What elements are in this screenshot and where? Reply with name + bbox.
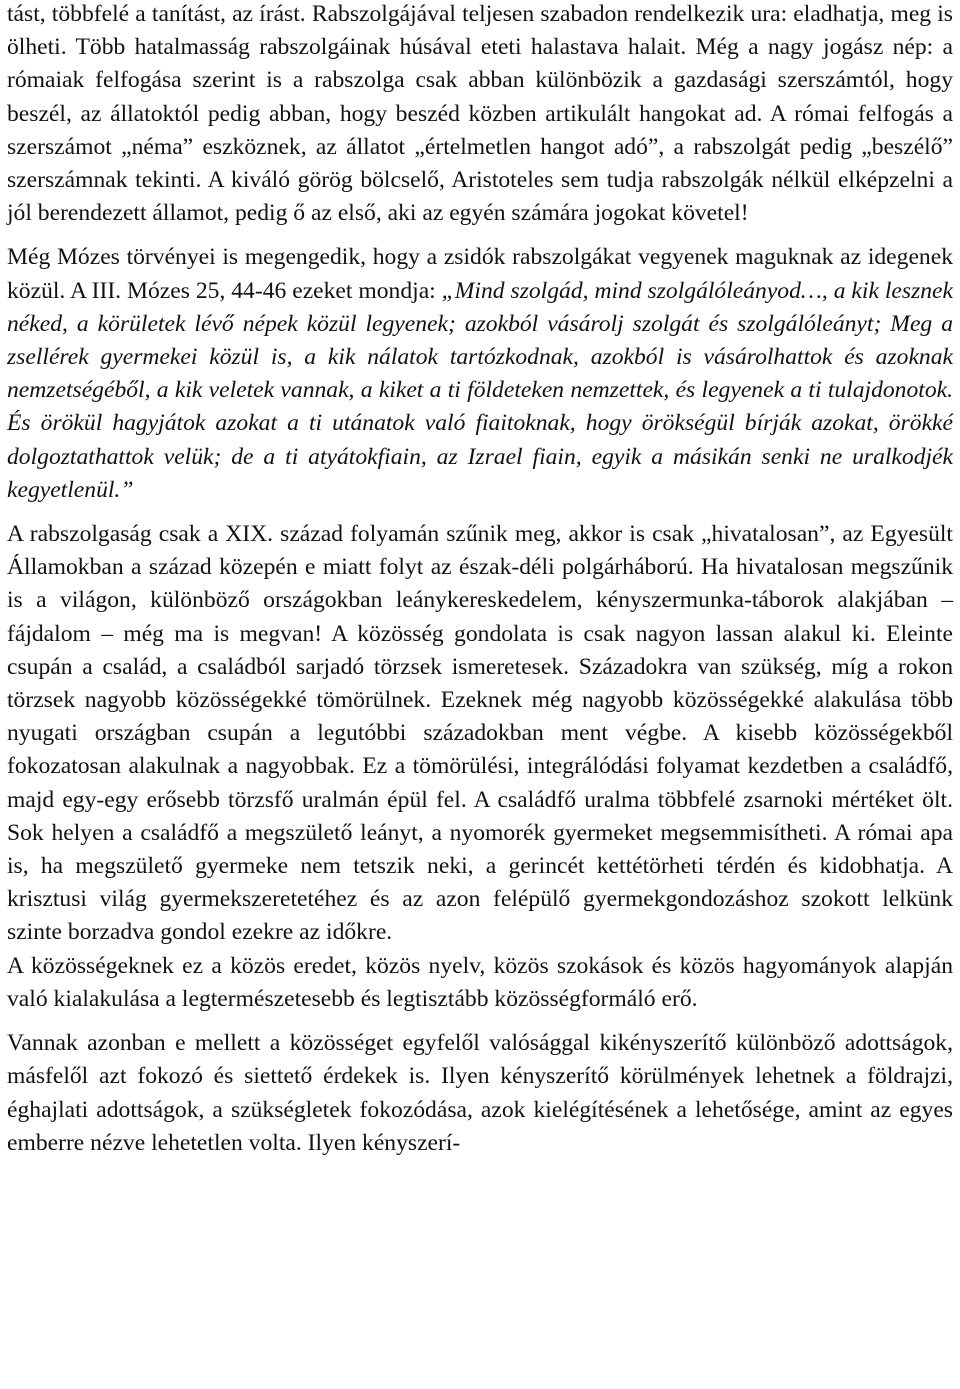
document-page: [7, 0, 953, 1160]
paragraph-moses-intro: Még Mózes törvényei is megengedik, hogy a zsidók rabszolgákat vegyenek maguknak az idegenek közül. A III. Mózes 25, 44-46 ezeket mondja:: [7, 244, 953, 304]
paragraph-abolition-community: A rabszolgaság csak a XIX. század folyamán szűnik meg, akkor is csak „hivatalosan”, az Egyesült Államokban a század közepén e miatt folyt az észak-déli polgárháború. Ha hivatalosan megszűnik is a világon, különböző országokban leánykereskedelem, kényszermunka-táborok alakjában – fájdalom – még ma is megvan! A közösség gondolata is csak nagyon lassan alakul ki. Eleinte csupán a család, a családból sarjadó törzsek ismeretesek. Századokra van szükség, míg a rokon törzsek nagyobb közösségekké tömörülnek. Ezeknek még nagyobb közösségekké alakulása több nyugati országban csupán a legutóbbi századokban ment végbe. A kisebb közösségekből fokozatosan alakulnak a nagyobbak. Ez a tömörülési, integrálódási folyamat kezdetben a családfő, majd egy-egy erősebb törzsfő uralmán épül fel. A családfő uralma többfelé zsarnoki mértéket ölt. Sok helyen a családfő a megszülető leányt, a nyomorék gyermeket megsemmisítheti. A római apa is, ha megszülető gyermeke nem tetszik neki, a gerincét kettétörheti térdén és kidobhatja. A krisztusi világ gyermekszeretetéhez és az azon felépülő gyermekgondozáshoz szokott lelkünk szinte borzadva gondol ezekre az időkre.: [7, 521, 953, 946]
paragraph-slavery-ancient: tást, többfelé a tanítást, az írást. Rabszolgájával teljesen szabadon rendelkezik ura: eladhatja, meg is ölheti. Több hatalmasság rabszolgáinak húsával eteti halastava halait. Még a nagy jogász nép: a rómaiak felfogása szerint is a rabszolga csak abban különbözik a gazdasági szerszámtól, hogy beszél, az állatoktól pedig abban, hogy beszéd közben artikulált hangokat ad. A római felfogás a szerszámot „néma” eszköznek, az állatot „értelmetlen hangot adó”, a rabszolgát pedig „beszélő” szerszámnak tekinti. A kiváló görög bölcselő, Aristoteles sem tudja rabszolgák nélkül elképzelni a jól berendezett államot, pedig ő az első, aki az egyén számára jogokat követel!: [7, 1, 953, 227]
paragraph-moses-laws: [7, 241, 953, 507]
bible-quote: „Mind szolgád, mind szolgálóleányod…, a kik lesznek néked, a körületek lévő népek közül legyenek; azokból vásárolj szolgát és szolgálóleányt; Meg a zsellérek gyermekei közül is, a kik nálatok tartózkodnak, azokból is vásárolhattok és azoknak nemzetségéből, a kik veletek vannak, a kiket a ti földeteken nemzettek, és legyenek a ti tulajdonotok. És örökül hagyjátok azokat a ti utánatok való fiaitoknak, hogy örökségül bírják azokat, örökké dolgoztathattok velük; de a ti atyátokfiain, az Izrael fiain, egyik a másikán senki ne uralkodjék kegyetlenül.”: [7, 277, 953, 503]
paragraph-forcing-factors: Vannak azonban e mellett a közösséget egyfelől valósággal kikényszerítő különböző adottságok, másfelől azt fokozó és siettető érdekek is. Ilyen kényszerítő körülmények lehetnek a földrajzi, éghajlati adottságok, a szükségletek fokozódása, azok kielégítésének a lehetősége, amint az egyes emberre nézve lehetetlen volta. Ilyen kényszerí-: [7, 1030, 953, 1156]
paragraph-community-origin: A közösségeknek ez a közös eredet, közös nyelv, közös szokások és közös hagyományok alapján való kialakulása a legtermészetesebb és legtisztább közösségformáló erő.: [7, 952, 953, 1012]
